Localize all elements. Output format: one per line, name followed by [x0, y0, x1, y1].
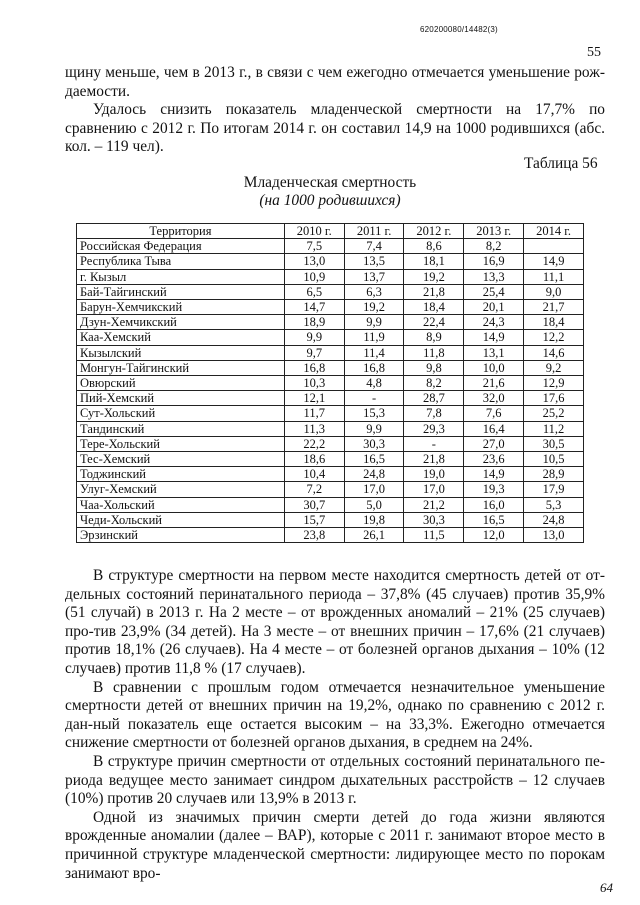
table-row: [77, 254, 584, 269]
territory-cell: Тоджинский: [77, 467, 285, 482]
table-row: [77, 528, 584, 543]
value-cell: 18,4: [404, 300, 464, 315]
paragraph: В структуре причин смертности от отдельных состояний перинатального пе-риода ведущее место занимает синдром дыхательных расстройств – 12 случаев (10%) против 20 случаев или 13,9% в 2013 г.: [65, 752, 605, 808]
value-cell: 14,9: [464, 467, 524, 482]
table-row: [77, 391, 584, 406]
table-row: [77, 345, 584, 360]
value-cell: 30,7: [284, 497, 344, 512]
column-header: 2012 г.: [404, 224, 464, 239]
value-cell: 4,8: [344, 376, 404, 391]
value-cell: 24,8: [344, 467, 404, 482]
column-header: 2014 г.: [524, 224, 584, 239]
paragraph: В сравнении с прошлым годом отмечается незначительное уменьшение смертности детей от внешних причин на 19,2%, однако по сравнению с 2012 г. дан-ный показатель еще остается высоким – на 33,3%. Ежегодно отмечается снижение смертности от болезней органов дыхания, в среднем на 24%.: [65, 678, 605, 752]
value-cell: 13,0: [284, 254, 344, 269]
table-row: [77, 421, 584, 436]
value-cell: 19,0: [404, 467, 464, 482]
table-title-block: [180, 174, 480, 210]
value-cell: 14,7: [284, 300, 344, 315]
territory-cell: Тес-Хемский: [77, 452, 285, 467]
table-row: [77, 436, 584, 451]
value-cell: 17,6: [524, 391, 584, 406]
value-cell: 8,9: [404, 330, 464, 345]
value-cell: 16,5: [344, 452, 404, 467]
table-label: Таблица 56: [524, 155, 598, 172]
table-subtitle: (на 1000 родившихся): [259, 192, 401, 209]
territory-cell: г. Кызыл: [77, 269, 285, 284]
value-cell: 24,3: [464, 315, 524, 330]
table-row: [77, 406, 584, 421]
value-cell: 13,5: [344, 254, 404, 269]
value-cell: 10,0: [464, 360, 524, 375]
table-row: [77, 269, 584, 284]
value-cell: 13,0: [524, 528, 584, 543]
value-cell: 14,9: [464, 330, 524, 345]
value-cell: 16,0: [464, 497, 524, 512]
intro-text: [65, 64, 605, 157]
value-cell: 25,4: [464, 284, 524, 299]
value-cell: 21,7: [524, 300, 584, 315]
value-cell: 18,6: [284, 452, 344, 467]
value-cell: 7,5: [284, 239, 344, 254]
value-cell: 9,2: [524, 360, 584, 375]
value-cell: 16,9: [464, 254, 524, 269]
value-cell: 12,9: [524, 376, 584, 391]
table-row: [77, 452, 584, 467]
value-cell: 12,0: [464, 528, 524, 543]
value-cell: 12,2: [524, 330, 584, 345]
value-cell: 19,3: [464, 482, 524, 497]
value-cell: 30,5: [524, 436, 584, 451]
column-header: 2013 г.: [464, 224, 524, 239]
value-cell: 7,8: [404, 406, 464, 421]
value-cell: 18,4: [524, 315, 584, 330]
territory-cell: Монгун-Тайгинский: [77, 360, 285, 375]
value-cell: 21,2: [404, 497, 464, 512]
value-cell: 16,5: [464, 512, 524, 527]
value-cell: 7,2: [284, 482, 344, 497]
value-cell: 14,6: [524, 345, 584, 360]
body-text: [65, 567, 605, 883]
territory-cell: Улуг-Хемский: [77, 482, 285, 497]
value-cell: 21,8: [404, 284, 464, 299]
territory-cell: Кызылский: [77, 345, 285, 360]
value-cell: 10,9: [284, 269, 344, 284]
paragraph: щину меньше, чем в 2013 г., в связи с чем ежегодно отмечается уменьшение рож-даемости.: [65, 64, 605, 100]
value-cell: 10,4: [284, 467, 344, 482]
table-row: [77, 300, 584, 315]
value-cell: 9,8: [404, 360, 464, 375]
handwritten-page-mark: 64: [600, 880, 613, 895]
value-cell: 16,4: [464, 421, 524, 436]
value-cell: 13,3: [464, 269, 524, 284]
value-cell: 8,2: [404, 376, 464, 391]
value-cell: 9,0: [524, 284, 584, 299]
paragraph: Удалось снизить показатель младенческой смертности на 17,7% по сравнению с 2012 г. По итогам 2014 г. он составил 14,9 на 1000 родившихся (абс. кол. – 119 чел).: [65, 101, 605, 156]
value-cell: 24,8: [524, 512, 584, 527]
value-cell: 28,7: [404, 391, 464, 406]
value-cell: 15,7: [284, 512, 344, 527]
value-cell: 7,6: [464, 406, 524, 421]
territory-cell: Барун-Хемчикский: [77, 300, 285, 315]
value-cell: 28,9: [524, 467, 584, 482]
value-cell: 11,7: [284, 406, 344, 421]
paragraph: Одной из значимых причин смерти детей до года жизни являются врожденные аномалии (далее – ВАР), которые с 2011 г. занимают второе место в причинной структуре младенческой смертности: лидирующее место по порокам занимают вро-: [65, 808, 605, 882]
territory-cell: Сут-Хольский: [77, 406, 285, 421]
value-cell: 14,9: [524, 254, 584, 269]
territory-cell: Эрзинский: [77, 528, 285, 543]
value-cell: 7,4: [344, 239, 404, 254]
value-cell: 21,6: [464, 376, 524, 391]
value-cell: 8,2: [464, 239, 524, 254]
column-header: 2010 г.: [284, 224, 344, 239]
value-cell: 9,9: [284, 330, 344, 345]
value-cell: 16,8: [284, 360, 344, 375]
value-cell: -: [344, 391, 404, 406]
territory-cell: Чеди-Хольский: [77, 512, 285, 527]
page-number: 55: [587, 45, 601, 60]
value-cell: 11,3: [284, 421, 344, 436]
value-cell: 17,9: [524, 482, 584, 497]
value-cell: 5,0: [344, 497, 404, 512]
territory-cell: Каа-Хемский: [77, 330, 285, 345]
table-row: [77, 239, 584, 254]
table-header-row: [77, 224, 584, 239]
value-cell: 19,2: [404, 269, 464, 284]
value-cell: 26,1: [344, 528, 404, 543]
table-row: [77, 376, 584, 391]
value-cell: 18,9: [284, 315, 344, 330]
table-body: [77, 239, 584, 543]
territory-cell: Республика Тыва: [77, 254, 285, 269]
value-cell: 22,2: [284, 436, 344, 451]
document-code: 620200080/14482(3): [420, 25, 498, 34]
value-cell: 29,3: [404, 421, 464, 436]
value-cell: 16,8: [344, 360, 404, 375]
territory-cell: Бай-Тайгинский: [77, 284, 285, 299]
value-cell: 30,3: [344, 436, 404, 451]
value-cell: 11,1: [524, 269, 584, 284]
value-cell: -: [404, 436, 464, 451]
column-header: Территория: [77, 224, 285, 239]
value-cell: 21,8: [404, 452, 464, 467]
value-cell: 22,4: [404, 315, 464, 330]
infant-mortality-table: [76, 223, 584, 543]
value-cell: 9,7: [284, 345, 344, 360]
value-cell: 11,4: [344, 345, 404, 360]
value-cell: 11,2: [524, 421, 584, 436]
value-cell: 9,9: [344, 421, 404, 436]
value-cell: 11,5: [404, 528, 464, 543]
table-row: [77, 284, 584, 299]
value-cell: 11,8: [404, 345, 464, 360]
value-cell: 30,3: [404, 512, 464, 527]
value-cell: 17,0: [344, 482, 404, 497]
value-cell: 19,8: [344, 512, 404, 527]
value-cell: 20,1: [464, 300, 524, 315]
territory-cell: Овюрский: [77, 376, 285, 391]
value-cell: 5,3: [524, 497, 584, 512]
value-cell: 8,6: [404, 239, 464, 254]
territory-cell: Дзун-Хемчикский: [77, 315, 285, 330]
table-row: [77, 315, 584, 330]
table-row: [77, 467, 584, 482]
paragraph: В структуре смертности на первом месте находится смертность детей от от-дельных состояний перинатального периода – 37,8% (45 случаев) против 35,9% (51 случай) в 2013 г. На 2 месте – от врожденных аномалий – 21% (25 случаев) про-тив 23,9% (34 детей). На 3 месте – от внешних причин – 17,6% (21 случаев) против 18,1% (26 случаев). На 4 месте – от болезней органов дыхания – 10% (12 случаев) против 11,8 % (17 случаев).: [65, 567, 605, 677]
territory-cell: Пий-Хемский: [77, 391, 285, 406]
territory-cell: Тандинский: [77, 421, 285, 436]
value-cell: 27,0: [464, 436, 524, 451]
value-cell: 19,2: [344, 300, 404, 315]
value-cell: 6,5: [284, 284, 344, 299]
value-cell: 32,0: [464, 391, 524, 406]
table-row: [77, 482, 584, 497]
table-title: Младенческая смертность: [243, 174, 417, 191]
value-cell: 10,3: [284, 376, 344, 391]
territory-cell: Тере-Хольский: [77, 436, 285, 451]
table-row: [77, 512, 584, 527]
territory-cell: Российская Федерация: [77, 239, 285, 254]
value-cell: 18,1: [404, 254, 464, 269]
value-cell: 15,3: [344, 406, 404, 421]
value-cell: 10,5: [524, 452, 584, 467]
value-cell: 11,9: [344, 330, 404, 345]
table-row: [77, 330, 584, 345]
value-cell: 25,2: [524, 406, 584, 421]
value-cell: 23,8: [284, 528, 344, 543]
column-header: 2011 г.: [344, 224, 404, 239]
value-cell: 6,3: [344, 284, 404, 299]
table-row: [77, 497, 584, 512]
value-cell: [524, 239, 584, 254]
table-row: [77, 360, 584, 375]
value-cell: 13,7: [344, 269, 404, 284]
value-cell: 9,9: [344, 315, 404, 330]
value-cell: 17,0: [404, 482, 464, 497]
value-cell: 23,6: [464, 452, 524, 467]
value-cell: 12,1: [284, 391, 344, 406]
value-cell: 13,1: [464, 345, 524, 360]
territory-cell: Чаа-Хольский: [77, 497, 285, 512]
